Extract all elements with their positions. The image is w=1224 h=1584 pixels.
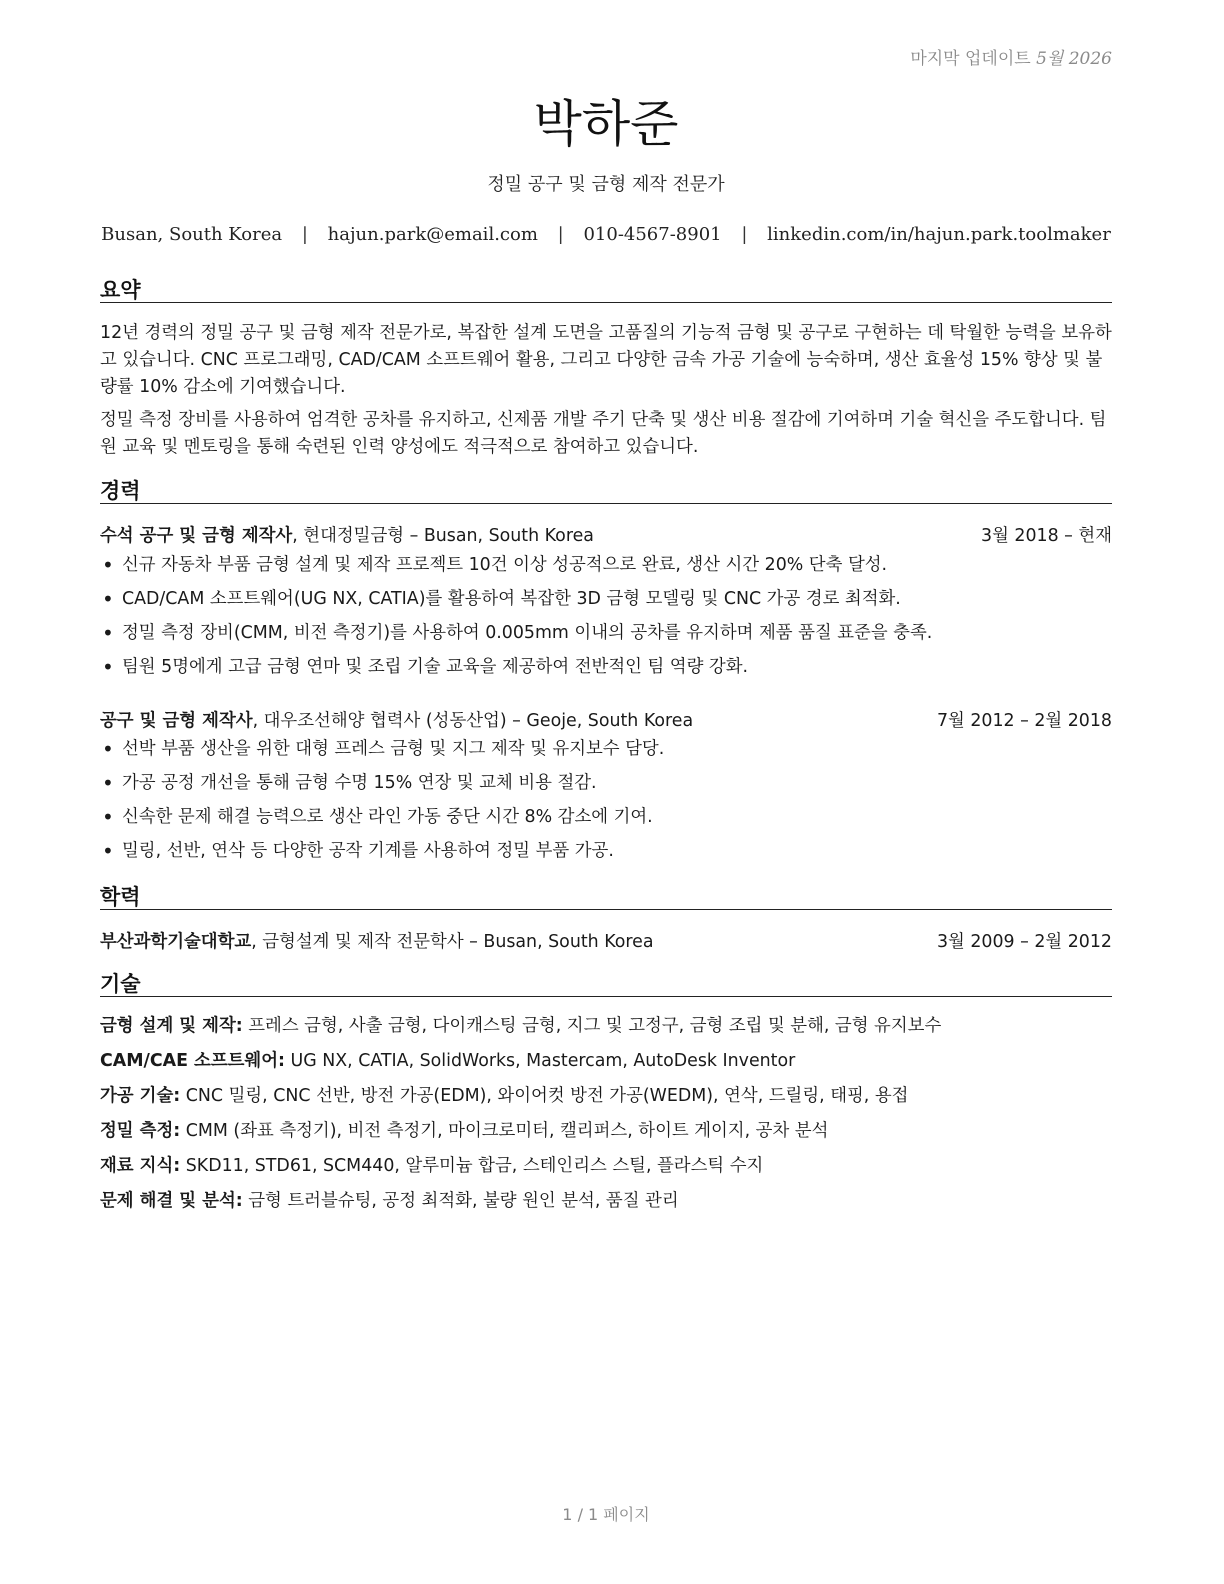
skill-value: UG NX, CATIA, SolidWorks, Mastercam, AutoDesk Inventor [285, 1051, 796, 1071]
summary-paragraph: 정밀 측정 장비를 사용하여 엄격한 공차를 유지하고, 신제품 개발 주기 단축 및 생산 비용 절감에 기여하며 기술 혁신을 주도합니다. 팀원 교육 및 멘토링을 통해 숙련된 인력 양성에도 적극적으로 참여하고 있습니다. [100, 410, 1107, 457]
summary-paragraph: 12년 경력의 정밀 공구 및 금형 제작 전문가로, 복잡한 설계 도면을 고품질의 기능적 금형 및 공구로 구현하는 데 탁월한 능력을 보유하고 있습니다. CNC 프로그래밍, CAD/CAM 소프트웨어 활용, 그리고 다양한 금속 가공 기술에 능숙하며, 생산 효율성 15% 향상 및 불량률 10% 감소에 기여했습니다. [100, 323, 1112, 397]
skill-row [100, 1048, 1112, 1083]
education-entry [100, 927, 1112, 953]
skill-value: 금형 트러블슈팅, 공정 최적화, 불량 원인 분석, 품질 관리 [242, 1191, 679, 1211]
contact-location: Busan, South Korea [101, 224, 283, 245]
job-bullet: • 선박 부품 생산을 위한 대형 프레스 금형 및 지그 제작 및 유지보수 담당. [100, 736, 1112, 770]
job-bullet: • 신규 자동차 부품 금형 설계 및 제작 프로젝트 10건 이상 성공적으로 완료, 생산 시간 20% 단축 달성. [100, 552, 1112, 586]
contact-separator: | [557, 224, 564, 245]
contact-linkedin[interactable]: linkedin.com/in/hajun.park.toolmaker [767, 224, 1111, 245]
job-bullet: • 팀원 5명에게 고급 금형 연마 및 조립 기술 교육을 제공하여 전반적인 팀 역량 강화. [100, 654, 1112, 688]
job-bullet: • 정밀 측정 장비(CMM, 비전 측정기)를 사용하여 0.005mm 이내의 공차를 유지하며 제품 품질 표준을 충족. [100, 620, 1112, 654]
resume-page [100, 0, 1112, 1584]
job-role: 수석 공구 및 금형 제작사 [100, 526, 293, 546]
job-dates: 7월 2012 – 2월 2018 [936, 711, 1112, 731]
skill-row [100, 1013, 1112, 1048]
contact-separator: | [741, 224, 748, 245]
skill-label: 문제 해결 및 분석: [100, 1191, 243, 1211]
last-updated-label: 마지막 업데이트 [910, 49, 1031, 69]
job-role: 공구 및 금형 제작사 [100, 711, 253, 731]
contact-email[interactable]: hajun.park@email.com [327, 224, 538, 245]
candidate-title: 정밀 공구 및 금형 제작 전문가 [487, 174, 725, 195]
job-bullet: • 밀링, 선반, 연삭 등 다양한 공작 기계를 사용하여 정밀 부품 가공. [100, 838, 1112, 872]
section-heading-skills: 기술 [100, 968, 1112, 997]
section-heading-experience: 경력 [100, 475, 1112, 504]
job-bullets [100, 552, 1112, 688]
skill-label: 가공 기술: [100, 1086, 181, 1106]
contact-separator: | [301, 224, 308, 245]
skill-value: SKD11, STD61, SCM440, 알루미늄 합금, 스테인리스 스틸, 플라스틱 수지 [180, 1156, 764, 1176]
job-header [100, 706, 1112, 732]
skills-list [100, 1013, 1112, 1223]
skill-value: CMM (좌표 측정기), 비전 측정기, 마이크로미터, 캘리퍼스, 하이트 게이지, 공차 분석 [180, 1121, 829, 1141]
skill-label: 재료 지식: [100, 1156, 181, 1176]
skill-row [100, 1153, 1112, 1188]
job-bullets [100, 736, 1112, 872]
job-header [100, 521, 1112, 547]
contact-phone: 010-4567-8901 [583, 224, 722, 245]
candidate-name: 박하준 [533, 95, 679, 153]
page-number: 1 / 1 페이지 [562, 1505, 650, 1524]
job-bullet: • 가공 공정 개선을 통해 금형 수명 15% 연장 및 교체 비용 절감. [100, 770, 1112, 804]
skill-row [100, 1188, 1112, 1223]
education-detail: , 금형설계 및 제작 전문학사 – Busan, South Korea [251, 932, 654, 952]
skill-value: CNC 밀링, CNC 선반, 방전 가공(EDM), 와이어컷 방전 가공(WEDM), 연삭, 드릴링, 태핑, 용접 [180, 1086, 909, 1106]
last-updated [910, 44, 1112, 69]
skill-value: 프레스 금형, 사출 금형, 다이캐스팅 금형, 지그 및 고정구, 금형 조립 및 분해, 금형 유지보수 [242, 1016, 942, 1036]
contact-line [100, 224, 1112, 245]
job-dates: 3월 2018 – 현재 [981, 526, 1112, 546]
skill-row [100, 1118, 1112, 1153]
skill-label: 정밀 측정: [100, 1121, 181, 1141]
last-updated-month: 5월 [1036, 49, 1064, 69]
last-updated-year: 2026 [1068, 49, 1112, 69]
job-company: , 현대정밀금형 – Busan, South Korea [292, 526, 594, 546]
section-heading-summary: 요약 [100, 274, 1112, 303]
education-school: 부산과학기술대학교 [100, 932, 252, 952]
job-bullet: • 신속한 문제 해결 능력으로 생산 라인 가동 중단 시간 8% 감소에 기여. [100, 804, 1112, 838]
job-bullet: • CAD/CAM 소프트웨어(UG NX, CATIA)를 활용하여 복잡한 3D 금형 모델링 및 CNC 가공 경로 최적화. [100, 586, 1112, 620]
education-dates: 3월 2009 – 2월 2012 [936, 932, 1112, 952]
skill-label: CAM/CAE 소프트웨어: [100, 1051, 285, 1071]
section-heading-education: 학력 [100, 881, 1112, 910]
job-company: , 대우조선해양 협력사 (성동산업) – Geoje, South Korea [252, 711, 694, 731]
skill-row [100, 1083, 1112, 1118]
skill-label: 금형 설계 및 제작: [100, 1016, 243, 1036]
